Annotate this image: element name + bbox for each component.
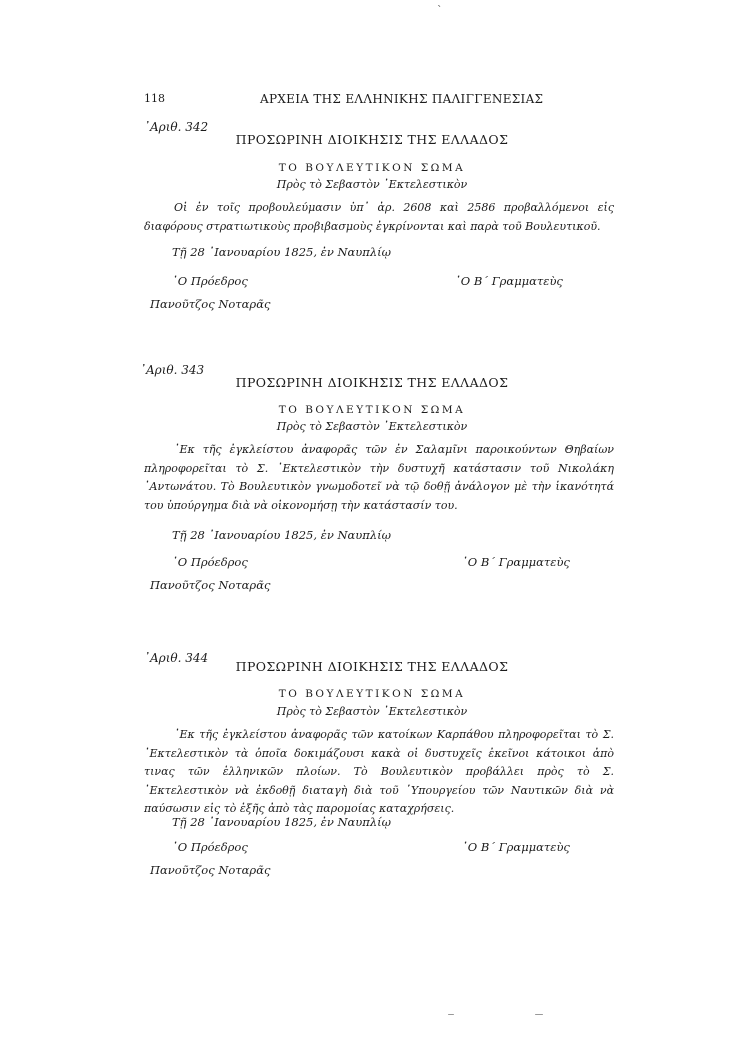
scan-artifact: [448, 1014, 454, 1015]
date-place: Τῇ 28 ᾿Ιανουαρίου 1825, ἐν Ναυπλίῳ: [172, 245, 392, 259]
council-heading: ΤΟ ΒΟΥΛΕΥΤΙΚΟΝ ΣΩΜΑ: [278, 162, 466, 174]
document-text: Οἱ ἐν τοῖς προβουλεύμασιν ὑπ᾿ ἀρ. 2608 καὶ 2586 προβαλλόμενοι εἰς διαφόρους στρατιωτικοὺς προβιβασμοὺς ἐγκρίνονται καὶ παρὰ τοῦ Βουλευτικοῦ.: [144, 201, 614, 233]
president-name: Πανοῦτζος Νοταρᾶς: [150, 863, 271, 877]
scan-mark: `: [437, 4, 443, 17]
government-heading: ΠΡΟΣΩΡΙΝΗ ΔΙΟΙΚΗΣΙΣ ΤΗΣ ΕΛΛΑΔΟΣ: [235, 132, 509, 147]
running-header: ΑΡΧΕΙΑ ΤΗΣ ΕΛΛΗΝΙΚΗΣ ΠΑΛΙΓΓΕΝΕΣΙΑΣ: [260, 92, 544, 106]
president-title: ῾Ο Πρόεδρος: [172, 555, 248, 569]
document-text: ᾿Εκ τῆς ἐγκλείστου ἀναφορᾶς τῶν κατοίκων Καρπάθου πληροφορεῖται τὸ Σ. ᾿Εκτελεστικὸν τὰ ὁποῖα δοκιμάζουσι κακὰ οἱ δυστυχεῖς ἐκεῖνοι κάτοικοι ἀπὸ τινας τῶν ἑλληνικῶν πλοίων. Τὸ Βουλευτικὸν προβάλλει πρὸς τὸ Σ. ᾿Εκτελεστικὸν νὰ ἐκδοθῇ διαταγὴ διὰ τοῦ ῾Υπουργείου τῶν Ναυτικῶν διὰ νὰ παύσωσιν εἰς τὸ ἑξῆς ἀπὸ τὰς παρομοίας καταχρήσεις.: [144, 728, 614, 815]
scan-artifact: [535, 1014, 543, 1015]
president-name: Πανοῦτζος Νοταρᾶς: [150, 578, 271, 592]
document-number: ᾿Αριθ. 342: [144, 120, 209, 134]
page-number: 118: [144, 92, 165, 105]
document-text: ᾿Εκ τῆς ἐγκλείστου ἀναφορᾶς τῶν ἐν Σαλαμῖνι παροικούντων Θηβαίων πληροφορεῖται τὸ Σ. ᾿Εκτελεστικὸν τὴν δυστυχῆ κατάστασιν τοῦ Νικολάκη ᾿Αντωνάτου. Τὸ Βουλευτικὸν γνωμοδοτεῖ νὰ τῷ δοθῇ ἀνάλογον μὲ τὴν ἱκανότητά του ὑπούργημα διὰ νὰ οἰκονομήσῃ τὴν κατάστασίν του.: [144, 443, 614, 512]
president-title: ῾Ο Πρόεδρος: [172, 840, 248, 854]
date-place: Τῇ 28 ᾿Ιανουαρίου 1825, ἐν Ναυπλίῳ: [172, 815, 392, 829]
president-name: Πανοῦτζος Νοταρᾶς: [150, 297, 271, 311]
council-heading: ΤΟ ΒΟΥΛΕΥΤΙΚΟΝ ΣΩΜΑ: [278, 404, 466, 416]
secretary-title: ῾Ο Β΄ Γραμματεὺς: [455, 274, 563, 288]
date-place: Τῇ 28 ᾿Ιανουαρίου 1825, ἐν Ναυπλίῳ: [172, 528, 392, 542]
document-number: ᾿Αριθ. 344: [144, 651, 209, 665]
government-heading: ΠΡΟΣΩΡΙΝΗ ΔΙΟΙΚΗΣΙΣ ΤΗΣ ΕΛΛΑΔΟΣ: [235, 375, 509, 390]
secretary-title: ῾Ο Β΄ Γραμματεὺς: [462, 555, 570, 569]
council-heading: ΤΟ ΒΟΥΛΕΥΤΙΚΟΝ ΣΩΜΑ: [278, 688, 466, 700]
president-title: ῾Ο Πρόεδρος: [172, 274, 248, 288]
government-heading: ΠΡΟΣΩΡΙΝΗ ΔΙΟΙΚΗΣΙΣ ΤΗΣ ΕΛΛΑΔΟΣ: [235, 659, 509, 674]
document-number: ᾿Αριθ. 343: [140, 363, 205, 377]
addressee-line: Πρὸς τὸ Σεβαστὸν ᾿Εκτελεστικὸν: [276, 705, 468, 718]
addressee-line: Πρὸς τὸ Σεβαστὸν ᾿Εκτελεστικὸν: [276, 420, 468, 433]
secretary-title: ῾Ο Β΄ Γραμματεὺς: [462, 840, 570, 854]
addressee-line: Πρὸς τὸ Σεβαστὸν ᾿Εκτελεστικὸν: [276, 178, 468, 191]
